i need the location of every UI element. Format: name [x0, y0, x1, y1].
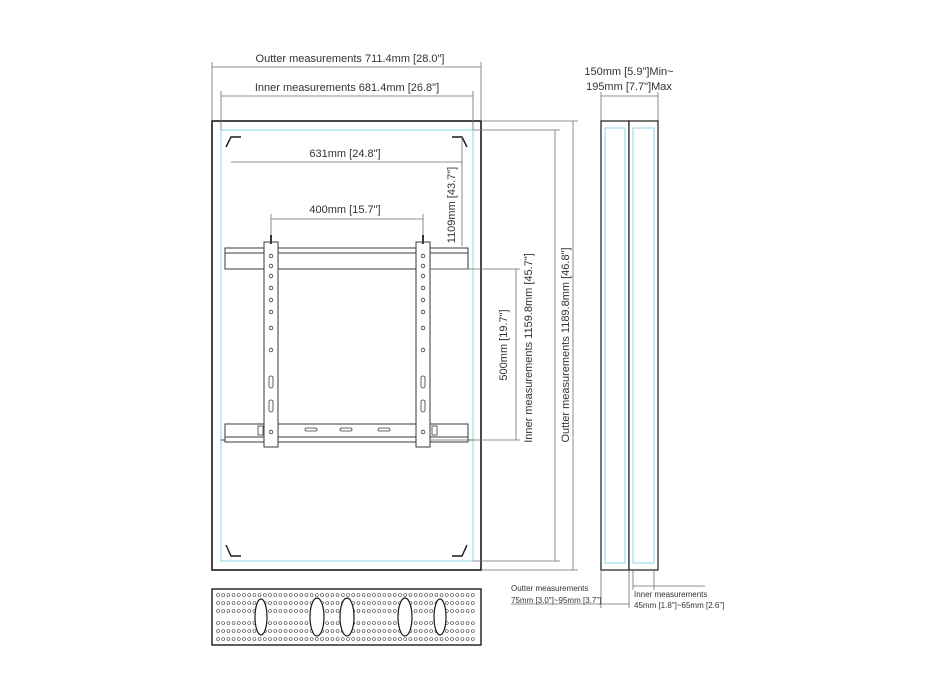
- plate-hole: [237, 638, 240, 641]
- plate-hole: [461, 594, 464, 597]
- plate-hole: [295, 602, 298, 605]
- plate-hole: [357, 630, 360, 633]
- plate-hole: [373, 610, 376, 613]
- right-vertical-bracket: [416, 235, 430, 447]
- panel-height-dimension: [446, 137, 462, 246]
- plate-hole: [404, 594, 407, 597]
- plate-hole: [326, 602, 329, 605]
- plate-hole: [471, 630, 474, 633]
- plate-hole: [388, 622, 391, 625]
- plate-hole: [222, 594, 225, 597]
- plate-hole: [399, 638, 402, 641]
- plate-hole: [367, 622, 370, 625]
- plate-hole: [222, 638, 225, 641]
- plate-hole: [222, 630, 225, 633]
- plate-hole: [289, 602, 292, 605]
- plate-hole: [362, 610, 365, 613]
- plate-hole: [315, 594, 318, 597]
- plate-hole: [357, 638, 360, 641]
- vesa-height-dimension: [430, 269, 520, 440]
- plate-hole: [217, 602, 220, 605]
- plate-hole: [362, 630, 365, 633]
- plate-hole: [237, 594, 240, 597]
- plate-hole: [274, 594, 277, 597]
- front-view: [212, 53, 578, 570]
- plate-hole: [237, 622, 240, 625]
- plate-hole: [284, 622, 287, 625]
- plate-hole: [263, 638, 266, 641]
- plate-hole: [414, 622, 417, 625]
- plate-hole: [217, 630, 220, 633]
- plate-hole: [445, 602, 448, 605]
- plate-hole: [269, 630, 272, 633]
- plate-hole: [471, 602, 474, 605]
- plate-hole: [347, 638, 350, 641]
- plate-hole: [399, 594, 402, 597]
- vesa-height-label: 500mm [19.7"]: [498, 309, 510, 381]
- plate-hole: [248, 594, 251, 597]
- plate-hole: [456, 602, 459, 605]
- plate-hole: [430, 622, 433, 625]
- plate-hole: [274, 638, 277, 641]
- plate-hole: [461, 602, 464, 605]
- plate-hole: [222, 610, 225, 613]
- plate-hole: [248, 638, 251, 641]
- plate-hole: [279, 630, 282, 633]
- plate-hole: [393, 602, 396, 605]
- plate-hole: [227, 594, 230, 597]
- plate-hole: [378, 638, 381, 641]
- inner-width-label: Inner measurements 681.4mm [26.8"]: [254, 82, 440, 94]
- plate-hole: [471, 594, 474, 597]
- plate-hole: [425, 630, 428, 633]
- plate-hole: [393, 594, 396, 597]
- plate-hole: [295, 622, 298, 625]
- plate-hole: [232, 594, 235, 597]
- vesa-width-label: 400mm [15.7"]: [309, 204, 381, 216]
- plate-hole: [237, 630, 240, 633]
- plate-hole: [388, 630, 391, 633]
- plate-hole: [269, 638, 272, 641]
- vesa-width-dimension: [271, 204, 423, 235]
- plate-hole: [253, 594, 256, 597]
- plate-hole: [263, 594, 266, 597]
- plate-hole: [456, 610, 459, 613]
- plate-hole: [217, 622, 220, 625]
- plate-hole: [217, 610, 220, 613]
- plate-hole: [373, 638, 376, 641]
- plate-hole: [248, 630, 251, 633]
- plate-hole: [227, 602, 230, 605]
- plate-hole: [430, 638, 433, 641]
- outer-width-label: Outter measurements 711.4mm [28.0"]: [255, 53, 445, 65]
- plate-hole: [279, 610, 282, 613]
- plate-hole: [243, 610, 246, 613]
- plate-hole: [232, 602, 235, 605]
- plate-hole: [331, 610, 334, 613]
- plate-hole: [451, 610, 454, 613]
- plate-hole: [451, 602, 454, 605]
- plate-hole: [430, 602, 433, 605]
- side-inner-label: Inner measurements: [634, 590, 708, 599]
- plate-hole: [227, 622, 230, 625]
- plate-hole: [217, 638, 220, 641]
- plate-hole: [461, 630, 464, 633]
- plate-hole: [445, 630, 448, 633]
- left-vertical-bracket: [264, 235, 278, 447]
- side-outer-dimension: [511, 570, 629, 608]
- plate-hole: [279, 622, 282, 625]
- plate-hole: [419, 638, 422, 641]
- plate-hole: [300, 622, 303, 625]
- plate-hole: [336, 602, 339, 605]
- plate-hole: [295, 630, 298, 633]
- plate-hole: [269, 610, 272, 613]
- plate-hole: [274, 622, 277, 625]
- plate-hole: [331, 594, 334, 597]
- side-inner-dimension: [633, 570, 724, 610]
- plate-hole: [258, 594, 261, 597]
- plate-hole: [425, 610, 428, 613]
- plate-hole: [461, 622, 464, 625]
- plate-hole: [326, 610, 329, 613]
- plate-hole: [232, 622, 235, 625]
- plate-hole: [310, 638, 313, 641]
- plate-hole: [357, 610, 360, 613]
- plate-hole: [367, 638, 370, 641]
- plate-hole: [367, 594, 370, 597]
- plate-hole: [430, 630, 433, 633]
- side-outer-label: Outter measurements: [511, 584, 589, 593]
- plate-hole: [383, 630, 386, 633]
- plate-hole: [456, 638, 459, 641]
- plate-hole: [373, 594, 376, 597]
- plate-hole: [414, 630, 417, 633]
- plate-hole: [352, 638, 355, 641]
- plate-hole: [393, 638, 396, 641]
- plate-hole: [419, 602, 422, 605]
- plate-hole: [279, 638, 282, 641]
- plate-hole: [321, 638, 324, 641]
- plate-hole: [300, 610, 303, 613]
- plate-hole: [378, 630, 381, 633]
- plate-hole: [326, 638, 329, 641]
- plate-hole: [336, 630, 339, 633]
- plate-hole: [471, 610, 474, 613]
- plate-hole: [305, 638, 308, 641]
- plate-hole: [471, 638, 474, 641]
- plate-hole: [388, 638, 391, 641]
- plate-hole: [425, 594, 428, 597]
- plate-hole: [243, 638, 246, 641]
- plate-hole: [367, 610, 370, 613]
- plate-hole: [451, 638, 454, 641]
- plate-hole: [284, 602, 287, 605]
- plate-hole: [378, 594, 381, 597]
- plate-hole: [362, 602, 365, 605]
- plate-hole: [409, 638, 412, 641]
- inner-outline: [221, 130, 473, 561]
- top-rail: [225, 248, 468, 269]
- plate-hole: [289, 630, 292, 633]
- plate-hole: [243, 594, 246, 597]
- plate-hole: [414, 610, 417, 613]
- plate-hole: [232, 630, 235, 633]
- inner-height-label: Inner measurements 1159.8mm [45.7"]: [523, 253, 535, 443]
- plate-hole: [279, 594, 282, 597]
- plate-hole: [326, 622, 329, 625]
- plate-hole: [326, 630, 329, 633]
- plate-hole: [222, 602, 225, 605]
- plate-hole: [305, 622, 308, 625]
- plate-hole: [295, 610, 298, 613]
- plate-hole: [243, 622, 246, 625]
- plate-hole: [404, 638, 407, 641]
- plate-hole: [409, 594, 412, 597]
- plate-hole: [456, 630, 459, 633]
- plate-hole: [378, 622, 381, 625]
- plate-hole: [326, 594, 329, 597]
- plate-hole: [347, 594, 350, 597]
- plate-hole: [456, 622, 459, 625]
- plate-hole: [274, 602, 277, 605]
- plate-hole: [310, 594, 313, 597]
- plate-hole: [237, 610, 240, 613]
- plate-hole: [362, 594, 365, 597]
- inner-height-dimension: [473, 130, 560, 561]
- plate-hole: [451, 594, 454, 597]
- plate-hole: [466, 602, 469, 605]
- plate-hole: [414, 602, 417, 605]
- plate-hole: [284, 594, 287, 597]
- plate-hole: [451, 622, 454, 625]
- plate-hole: [466, 622, 469, 625]
- plate-hole: [331, 630, 334, 633]
- plate-hole: [300, 638, 303, 641]
- plate-hole: [357, 602, 360, 605]
- outer-height-label: Outter measurements 1189.8mm [46.8"]: [560, 247, 572, 443]
- plate-hole: [357, 622, 360, 625]
- plate-hole: [227, 610, 230, 613]
- plate-hole: [305, 610, 308, 613]
- plate-hole: [425, 622, 428, 625]
- plate-hole: [341, 594, 344, 597]
- plate-hole: [305, 602, 308, 605]
- plate-hole: [295, 638, 298, 641]
- plate-hole: [378, 610, 381, 613]
- plate-hole: [289, 610, 292, 613]
- plate-hole: [466, 610, 469, 613]
- plate-hole: [336, 594, 339, 597]
- plate-hole: [383, 602, 386, 605]
- plate-hole: [451, 630, 454, 633]
- plate-hole: [336, 610, 339, 613]
- plate-hole: [362, 638, 365, 641]
- plate-hole: [425, 602, 428, 605]
- plate-hole: [419, 630, 422, 633]
- plate-hole: [300, 602, 303, 605]
- plate-hole: [466, 630, 469, 633]
- panel-width-label: 631mm [24.8"]: [309, 148, 381, 160]
- plate-hole: [393, 622, 396, 625]
- depth-label-line1: 150mm [5.9"]Min~: [584, 66, 674, 78]
- plate-hole: [414, 638, 417, 641]
- plate-hole: [445, 638, 448, 641]
- plate-hole: [393, 610, 396, 613]
- plate-hole: [373, 630, 376, 633]
- plate-hole: [430, 594, 433, 597]
- plate-hole: [440, 594, 443, 597]
- plate-hole: [388, 610, 391, 613]
- plate-hole: [243, 602, 246, 605]
- plate-hole: [331, 602, 334, 605]
- side-view: [511, 66, 724, 610]
- plate-hole: [435, 594, 438, 597]
- plate-hole: [305, 594, 308, 597]
- plate-hole: [269, 602, 272, 605]
- inner-width-dimension: [221, 82, 473, 130]
- plate-hole: [362, 622, 365, 625]
- plate-hole: [393, 630, 396, 633]
- plate-hole: [295, 594, 298, 597]
- plate-hole: [419, 610, 422, 613]
- plate-hole: [471, 622, 474, 625]
- plate-hole: [373, 602, 376, 605]
- corner-brackets: [226, 137, 467, 556]
- plate-hole: [253, 602, 256, 605]
- plate-hole: [445, 594, 448, 597]
- plate-hole: [352, 594, 355, 597]
- plate-hole: [430, 610, 433, 613]
- plate-hole: [388, 602, 391, 605]
- outer-frame: [212, 121, 481, 570]
- plate-hole: [248, 610, 251, 613]
- plate-hole: [367, 602, 370, 605]
- plate-hole: [341, 638, 344, 641]
- plate-hole: [331, 638, 334, 641]
- plate-hole: [383, 610, 386, 613]
- plate-hole: [357, 594, 360, 597]
- plate-hole: [289, 638, 292, 641]
- plate-hole: [336, 638, 339, 641]
- plate-hole: [253, 630, 256, 633]
- plate-hole: [388, 594, 391, 597]
- plate-hole: [274, 630, 277, 633]
- plate-hole: [253, 638, 256, 641]
- plate-hole: [440, 638, 443, 641]
- plate-hole: [456, 594, 459, 597]
- plate-hole: [466, 594, 469, 597]
- plate-hole: [284, 638, 287, 641]
- plate-hole: [321, 594, 324, 597]
- plate-hole: [315, 638, 318, 641]
- plate-hole: [425, 638, 428, 641]
- plate-hole: [461, 638, 464, 641]
- plate-hole: [289, 594, 292, 597]
- plate-hole: [300, 630, 303, 633]
- plate-hole: [367, 630, 370, 633]
- plate-hole: [414, 594, 417, 597]
- panel-width-dimension: [231, 148, 462, 162]
- plate-hole: [331, 622, 334, 625]
- plate-hole: [222, 622, 225, 625]
- plate-hole: [248, 622, 251, 625]
- plate-hole: [258, 638, 261, 641]
- plate-hole: [435, 638, 438, 641]
- panel-height-label: 1109mm [43.7"]: [446, 166, 458, 244]
- plate-hole: [269, 622, 272, 625]
- plate-hole: [243, 630, 246, 633]
- mounting-plate: [212, 589, 481, 645]
- plate-hole: [248, 602, 251, 605]
- plate-hole: [373, 622, 376, 625]
- plate-hole: [269, 594, 272, 597]
- plate-hole: [284, 610, 287, 613]
- plate-hole: [461, 610, 464, 613]
- plate-hole: [419, 594, 422, 597]
- depth-label-line2: 195mm [7.7"]Max: [586, 81, 672, 93]
- plate-hole: [466, 638, 469, 641]
- plate-hole: [419, 622, 422, 625]
- bottom-rail: [225, 424, 468, 442]
- plate-hole: [274, 610, 277, 613]
- plate-hole: [279, 602, 282, 605]
- plate-hole: [305, 630, 308, 633]
- plate-hole: [300, 594, 303, 597]
- plate-hole: [217, 594, 220, 597]
- plate-hole: [232, 610, 235, 613]
- plate-hole: [289, 622, 292, 625]
- plate-hole: [383, 594, 386, 597]
- plate-hole: [378, 602, 381, 605]
- plate-hole: [237, 602, 240, 605]
- plate-hole: [383, 622, 386, 625]
- plate-hole: [336, 622, 339, 625]
- side-inner-range: 45mm [1.8"]~65mm [2.6"]: [634, 601, 725, 610]
- side-outer-range: 75mm [3.0"]~95mm [3.7"]: [511, 596, 602, 605]
- plate-hole: [284, 630, 287, 633]
- plate-hole: [227, 638, 230, 641]
- plate-hole: [383, 638, 386, 641]
- plate-hole: [227, 630, 230, 633]
- plate-hole: [232, 638, 235, 641]
